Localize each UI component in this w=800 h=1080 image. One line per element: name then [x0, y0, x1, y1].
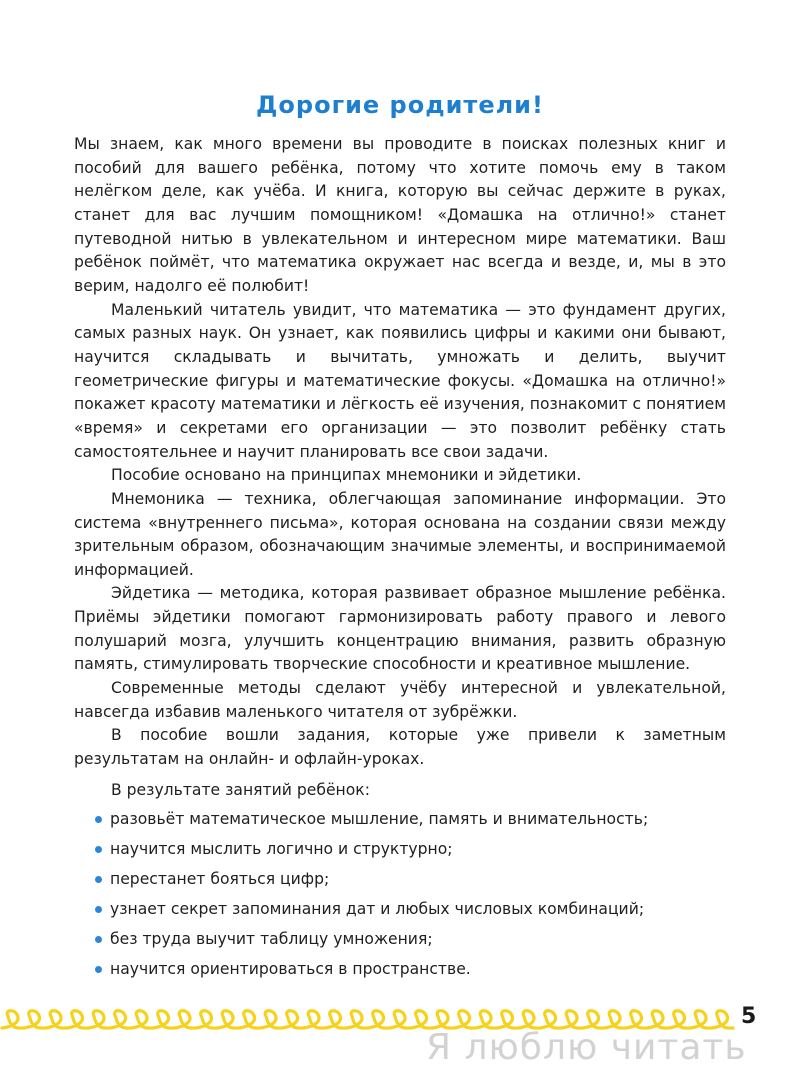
list-item: без труда выучит таблицу умножения;: [56, 924, 726, 954]
page-number: 5: [741, 1004, 757, 1029]
paragraph-methods: Современные методы сделают учёбу интересной и увлекательной, навсегда избавив маленького читателя от зубрёжки.: [74, 679, 726, 721]
results-list: [74, 804, 726, 984]
list-item: узнает секрет запоминания дат и любых числовых комбинаций;: [56, 894, 726, 924]
bullet-dot-icon: [95, 816, 102, 823]
bullet-dot-icon: [95, 966, 102, 973]
watermark-text: Я люблю читать: [426, 1027, 747, 1068]
list-item: научится ориентироваться в пространстве.: [56, 954, 726, 984]
list-item: перестанет бояться цифр;: [56, 864, 726, 894]
paragraph-tasks: В пособие вошли задания, которые уже привели к заметным результатам на онлайн- и офлайн-уроках.: [74, 726, 726, 769]
list-item: научится мыслить логично и структурно;: [56, 834, 726, 864]
paragraph-eidetics: Эйдетика — методика, которая развивает образное мышление ребёнка. Приёмы эйдетики помогают гармонизировать работу правого и левого полушарий мозга, улучшить концентрацию внимания, развить образную память, стимулировать творческие способности и креативное мышление.: [74, 584, 726, 674]
paragraph-principles: Пособие основано на принципах мнемоники и эйдетики.: [111, 466, 582, 485]
bullet-dot-icon: [95, 936, 102, 943]
bullet-dot-icon: [95, 846, 102, 853]
paragraph-intro: Мы знаем, как много времени вы проводите в поисках полезных книг и пособий для вашего ребёнка, потому что хотите помочь ему в таком нелёгком деле, как учёба. И книга, которую вы сейчас держите в руках, станет для вас лучшим помощником! «Домашка на отлично!» станет путеводной нитью в увлекательном и интересном мире математики. Ваш ребёнок поймёт, что математика окружает нас всегда и везде, и, мы в это верим, надолго её полюбит!: [74, 135, 726, 295]
page-title: Дорогие родители!: [256, 91, 544, 119]
body-text: [74, 133, 726, 984]
results-lead: В результате занятий ребёнок:: [111, 780, 370, 799]
bullet-dot-icon: [95, 906, 102, 913]
bullet-dot-icon: [95, 876, 102, 883]
list-item: разовьёт математическое мышление, память и внимательность;: [56, 804, 726, 834]
paragraph-reader: Маленький читатель увидит, что математика — это фундамент других, самых разных наук. Он узнает, как появились цифры и какими они бывают, научится складывать и вычитать, умножать и делить, выучит геометрические фигуры и математические фокусы. «Домашка на отлично!» покажет красоту математики и лёгкость её изучения, познакомит с понятием «время» и секретами его организации — это позволит ребёнку стать самостоятельнее и научит планировать все свои задачи.: [74, 300, 726, 461]
paragraph-mnemonics: Мнемоника — техника, облегчающая запоминание информации. Это система «внутреннего письма», которая основана на создании связи между зрительным образом, обозначающим значимые элементы, и воспринимаемой информацией.: [74, 489, 726, 579]
